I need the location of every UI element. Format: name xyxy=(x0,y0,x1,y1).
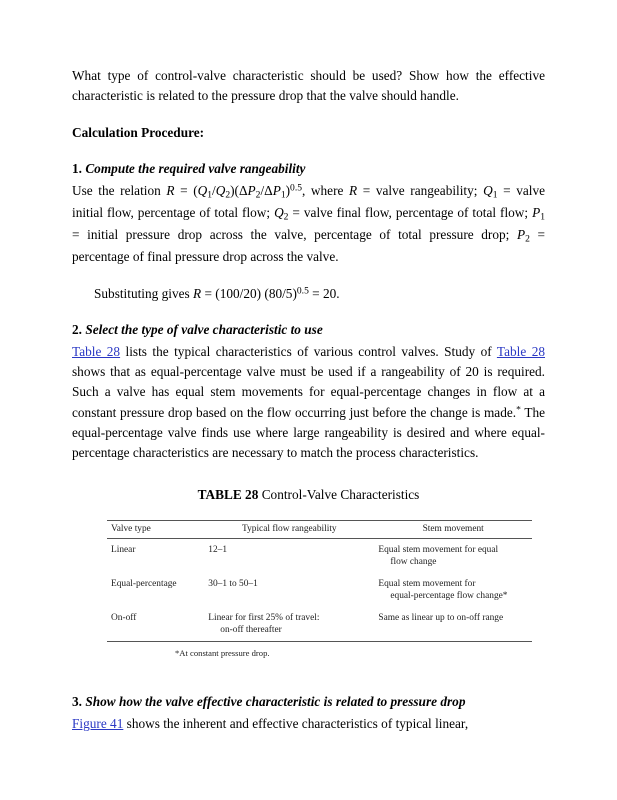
step-1-number: 1. xyxy=(72,160,82,176)
cell-stem-linear xyxy=(374,538,532,573)
link-table-28-second[interactable]: Table 28 xyxy=(496,344,545,360)
step-1-heading xyxy=(72,159,545,179)
cell-valve-type-equal-percentage: Equal-percentage xyxy=(111,578,177,589)
cell-stem-equal-percentage xyxy=(374,573,532,607)
step-2-text-1: lists the typical characteristics of various control valves. Study of xyxy=(120,344,497,360)
step-2-text-3: The equal-percentage valve finds use where large rangeability is desired and where equal-percentage characteristics are necessary to match the process characteristics. xyxy=(72,404,545,461)
step-2-heading xyxy=(72,320,545,340)
cell-stem-on-off: Same as linear up to on-off range xyxy=(374,607,532,642)
table-row xyxy=(107,538,532,573)
table-row xyxy=(107,573,532,607)
table-caption-label: TABLE 28 xyxy=(197,487,259,503)
step-1-title: Compute the required valve rangeability xyxy=(85,160,306,176)
step-1-substitution: Substituting gives R = (100/20) $(80/5)^{0.5} = 20$. xyxy=(94,285,340,301)
cell-stem-equal-line1: Equal stem movement for xyxy=(378,578,476,589)
cell-stem-linear-line2: flow change xyxy=(390,556,437,567)
step-3-body xyxy=(72,714,545,734)
step-1-body: Use the relation $R = (Q_1/Q_2)(\Delta P_2/\Delta P_1)^{0.5}$, where R = valve rangeability; $Q_1$ = valve initial flow, percentage of total flow; $Q_2$ = valve final flow, percentage of total flow; $P_1$ = initial pressure drop across the valve, percentage of total pressure drop; $P_2$ = percentage of final pressure drop across the valve. xyxy=(72,182,545,265)
cell-stem-linear-line1: Equal stem movement for equal xyxy=(378,544,499,555)
table-row xyxy=(107,607,532,642)
link-figure-41[interactable]: Figure 41 xyxy=(72,715,124,731)
calculation-procedure-heading: Calculation Procedure: xyxy=(72,125,205,141)
table-caption xyxy=(72,485,545,505)
table-header-valve-type: Valve type xyxy=(107,520,204,538)
step-3-number: 3. xyxy=(72,693,82,709)
step-2-body xyxy=(72,342,545,463)
step-3-text-1: shows the inherent and effective characteristics of typical linear, xyxy=(123,715,469,731)
table-header-row xyxy=(107,520,532,538)
cell-valve-type-on-off: On-off xyxy=(107,607,204,642)
link-table-28-first[interactable]: Table 28 xyxy=(72,344,121,360)
table-header-stem-movement: Stem movement xyxy=(374,520,532,538)
cell-rangeability-on-off-line2: on-off thereafter xyxy=(220,624,282,635)
step-2-title: Select the type of valve characteristic to use xyxy=(85,321,323,337)
cell-valve-type-linear: Linear xyxy=(111,544,136,555)
cell-rangeability-linear: 12–1 xyxy=(208,544,228,555)
cell-stem-equal-line2: equal-percentage flow change* xyxy=(390,590,508,601)
cell-rangeability-equal-percentage: 30–1 to 50–1 xyxy=(208,578,258,589)
control-valve-table-wrapper xyxy=(85,520,532,658)
cell-rangeability-on-off xyxy=(204,607,374,642)
intro-paragraph: What type of control-valve characteristic should be used? Show how the effective characteristic is related to the pressure drop that the valve should handle. xyxy=(72,68,545,104)
table-caption-title: Control-Valve Characteristics xyxy=(261,487,420,503)
table-footnote: *At constant pressure drop. xyxy=(175,647,270,658)
cell-rangeability-on-off-line1: Linear for first 25% of travel: xyxy=(208,612,320,623)
step-2-text-2: shows that as equal-percentage valve must be used if a rangeability of 20 is required. Such a valve has equal stem movements for equal-percentage changes in flow at a constant pressure drop based on the flow occurring just before the change is made. xyxy=(72,364,545,420)
control-valve-characteristics-table xyxy=(107,520,532,642)
table-header-rangeability: Typical flow rangeability xyxy=(204,520,374,538)
footnote-marker: * xyxy=(516,404,521,416)
step-3-heading xyxy=(72,692,545,712)
step-2-number: 2. xyxy=(72,321,82,337)
step-3-title: Show how the valve effective characteristic is related to pressure drop xyxy=(85,693,466,709)
